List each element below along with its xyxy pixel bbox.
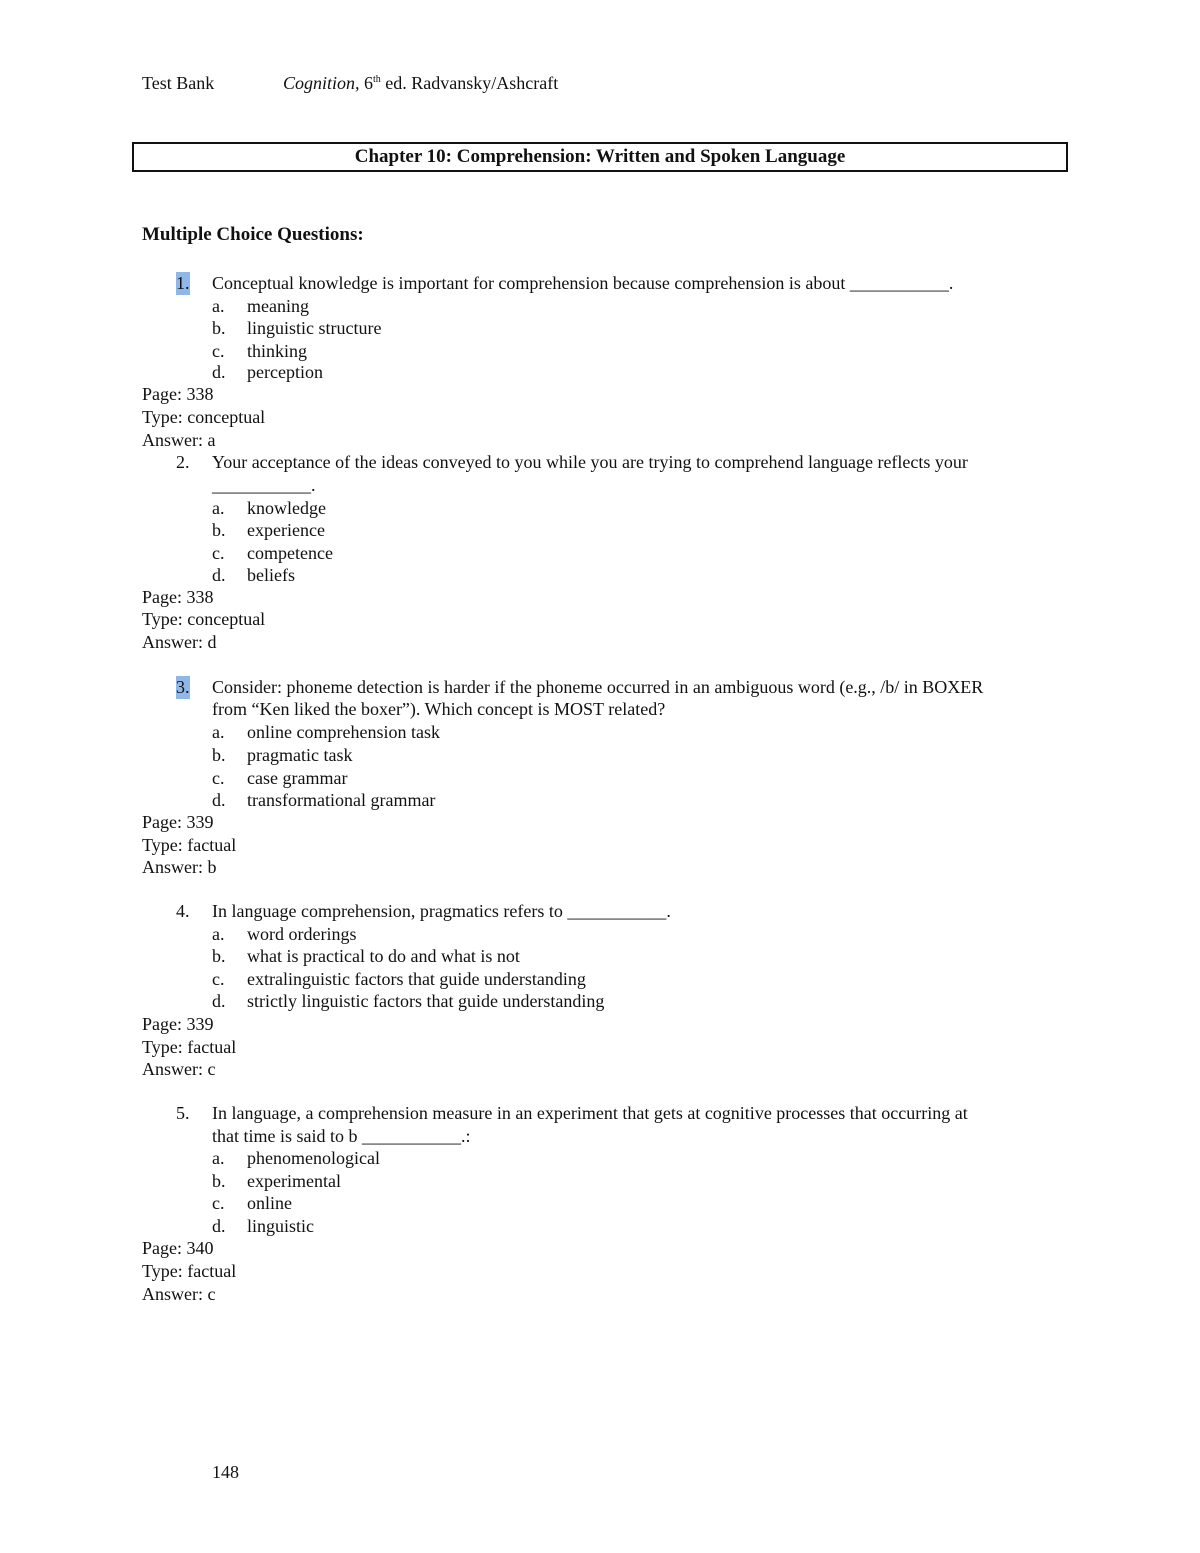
header-test-bank: Test Bank (142, 73, 215, 93)
question-5 (0, 1102, 1200, 1125)
option-letter: d. (212, 790, 226, 810)
option-letter: c. (212, 341, 225, 361)
chapter-title: Chapter 10: Comprehension: Written and Spoken Language (132, 142, 1068, 172)
header-authors: ed. Radvansky/Ashcraft (385, 73, 559, 93)
question-text: In language, a comprehension measure in an experiment that gets at cognitive processes that occurring at (212, 1103, 968, 1123)
option-letter: a. (212, 722, 225, 742)
option-text: extralinguistic factors that guide understanding (247, 969, 586, 989)
option-letter: c. (212, 768, 225, 788)
option-letter: d. (212, 991, 226, 1011)
option-text: online comprehension task (247, 722, 440, 742)
header-edition-suffix: th (373, 74, 381, 85)
question-page: Page: 340 (142, 1238, 214, 1258)
option-text: online (247, 1193, 292, 1213)
option-text: pragmatic task (247, 745, 353, 765)
option-letter: d. (212, 362, 226, 382)
question-text: Consider: phoneme detection is harder if the phoneme occurred in an ambiguous word (e.g., /b/ in BOXER (212, 677, 984, 697)
section-title: Multiple Choice Questions: (142, 224, 364, 245)
option-letter: d. (212, 1216, 226, 1236)
question-type: Type: conceptual (142, 609, 266, 629)
question-text: Your acceptance of the ideas conveyed to you while you are trying to comprehend language reflects your (212, 452, 968, 472)
option-letter: a. (212, 1148, 225, 1168)
option-letter: b. (212, 520, 226, 540)
option-letter: b. (212, 318, 226, 338)
question-page: Page: 339 (142, 1014, 214, 1034)
option-letter: b. (212, 745, 226, 765)
page-number: 148 (212, 1462, 239, 1482)
option-text: experience (247, 520, 325, 540)
question-text: Conceptual knowledge is important for comprehension because comprehension is about ___________. (212, 273, 954, 293)
question-answer: Answer: d (142, 632, 217, 652)
option-text: strictly linguistic factors that guide understanding (247, 991, 605, 1011)
option-text: perception (247, 362, 323, 382)
question-number: 3. (176, 677, 190, 697)
header-edition: 6 (364, 73, 374, 93)
question-2 (0, 451, 1200, 474)
question-4 (0, 900, 1200, 923)
option-text: what is practical to do and what is not (247, 946, 520, 966)
option-letter: a. (212, 498, 225, 518)
question-type: Type: factual (142, 1037, 237, 1057)
option-text: thinking (247, 341, 308, 361)
option-letter: d. (212, 565, 226, 585)
question-answer: Answer: c (142, 1059, 216, 1079)
question-type: Type: factual (142, 835, 237, 855)
question-3 (0, 676, 1200, 699)
question-type: Type: conceptual (142, 407, 266, 427)
option-text: case grammar (247, 768, 348, 788)
question-page: Page: 339 (142, 812, 214, 832)
option-text: transformational grammar (247, 790, 436, 810)
question-number: 2. (176, 452, 190, 472)
question-type: Type: factual (142, 1261, 237, 1281)
question-number: 1. (176, 273, 190, 293)
option-letter: a. (212, 296, 225, 316)
option-text: experimental (247, 1171, 341, 1191)
option-text: knowledge (247, 498, 326, 518)
option-letter: b. (212, 946, 226, 966)
option-text: meaning (247, 296, 309, 316)
question-number: 5. (176, 1103, 190, 1123)
option-letter: c. (212, 1193, 225, 1213)
question-answer: Answer: b (142, 857, 217, 877)
question-page: Page: 338 (142, 384, 214, 404)
question-number: 4. (176, 901, 190, 921)
question-text-continued: ___________. (212, 475, 316, 495)
question-text-continued: that time is said to b ___________.: (212, 1126, 471, 1146)
option-text: linguistic (247, 1216, 314, 1236)
question-1 (0, 272, 1200, 295)
option-letter: c. (212, 543, 225, 563)
question-answer: Answer: a (142, 430, 216, 450)
option-text: competence (247, 543, 333, 563)
question-page: Page: 338 (142, 587, 214, 607)
option-text: phenomenological (247, 1148, 380, 1168)
question-text-continued: from “Ken liked the boxer”). Which concept is MOST related? (212, 699, 666, 719)
option-text: word orderings (247, 924, 357, 944)
question-text: In language comprehension, pragmatics refers to ___________. (212, 901, 671, 921)
option-letter: c. (212, 969, 225, 989)
header-book-info (283, 72, 558, 94)
header-book-title: Cognition, (283, 73, 360, 93)
question-answer: Answer: c (142, 1284, 216, 1304)
option-text: linguistic structure (247, 318, 382, 338)
option-text: beliefs (247, 565, 295, 585)
option-letter: b. (212, 1171, 226, 1191)
option-letter: a. (212, 924, 225, 944)
